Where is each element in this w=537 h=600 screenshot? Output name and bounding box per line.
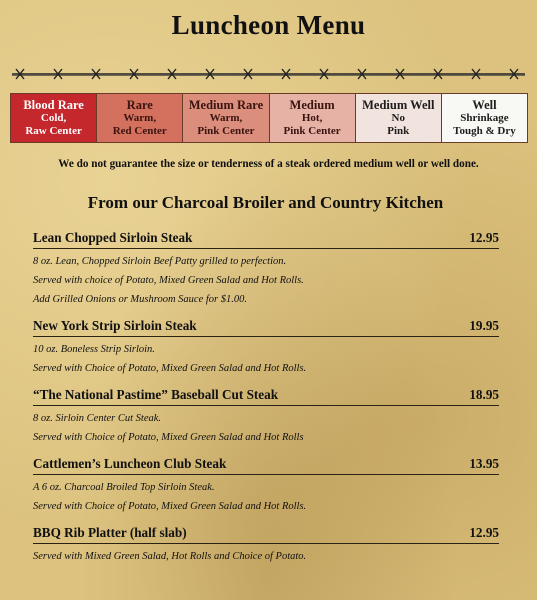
doneness-description: Tough & Dry bbox=[453, 125, 516, 137]
menu-item-price: 18.95 bbox=[469, 387, 499, 402]
menu-item bbox=[33, 230, 499, 309]
menu-item-description bbox=[33, 478, 499, 516]
doneness-description: Pink Center bbox=[283, 125, 341, 137]
menu-item-description bbox=[33, 252, 499, 309]
menu-item-description-line: 10 oz. Boneless Strip Sirloin. bbox=[33, 344, 155, 355]
menu-item-description bbox=[33, 340, 499, 378]
doneness-cell bbox=[183, 94, 269, 142]
menu-item-description-line: Served with Choice of Potato, Mixed Green Salad and Hot Rolls. bbox=[33, 501, 307, 512]
doneness-description: Red Center bbox=[112, 125, 167, 137]
doneness-cell bbox=[97, 94, 183, 142]
menu-item-description-line: 8 oz. Sirloin Center Cut Steak. bbox=[33, 413, 162, 424]
menu-item-description-line: A 6 oz. Charcoal Broiled Top Sirloin Steak. bbox=[33, 482, 215, 493]
menu-items-list bbox=[33, 230, 499, 575]
doneness-disclaimer: We do not guarantee the size or tenderness of a steak ordered medium well or well done. bbox=[58, 158, 479, 170]
page-title: Luncheon Menu bbox=[171, 10, 366, 40]
steak-doneness-chart bbox=[10, 93, 528, 143]
menu-item-description-line: Served with Choice of Potato, Mixed Green Salad and Hot Rolls bbox=[33, 432, 304, 443]
menu-item bbox=[33, 456, 499, 516]
menu-item-name: “The National Pastime” Baseball Cut Steak bbox=[33, 387, 279, 402]
menu-item bbox=[33, 525, 499, 566]
menu-item-description bbox=[33, 409, 499, 447]
menu-item-description-line: Add Grilled Onions or Mushroom Sauce for $1.00. bbox=[33, 294, 247, 305]
menu-item-header bbox=[33, 230, 499, 249]
doneness-name: Medium Rare bbox=[188, 98, 264, 112]
doneness-description: Raw Center bbox=[25, 125, 82, 137]
doneness-description: Hot, bbox=[301, 112, 323, 124]
menu-item-price: 12.95 bbox=[469, 525, 499, 540]
doneness-name: Medium Well bbox=[362, 98, 435, 112]
menu-item-header bbox=[33, 387, 499, 406]
menu-item-price: 19.95 bbox=[469, 318, 499, 333]
doneness-description: Warm, bbox=[209, 112, 243, 124]
menu-item-header bbox=[33, 318, 499, 337]
menu-item-description-line: 8 oz. Lean, Chopped Sirloin Beef Patty grilled to perfection. bbox=[33, 256, 287, 267]
menu-item-name: Lean Chopped Sirloin Steak bbox=[33, 230, 193, 245]
doneness-name: Rare bbox=[126, 98, 153, 112]
doneness-description: Cold, bbox=[40, 112, 67, 124]
doneness-cell bbox=[11, 94, 97, 142]
menu-item-name: New York Strip Sirloin Steak bbox=[33, 318, 197, 333]
doneness-description: No bbox=[391, 112, 405, 124]
doneness-cell bbox=[356, 94, 442, 142]
menu-item bbox=[33, 318, 499, 378]
doneness-description: Warm, bbox=[123, 112, 157, 124]
doneness-cell bbox=[442, 94, 527, 142]
menu-item-header bbox=[33, 525, 499, 544]
menu-item-description-line: Served with Mixed Green Salad, Hot Rolls and Choice of Potato. bbox=[33, 551, 307, 562]
menu-item-price: 13.95 bbox=[469, 456, 499, 471]
menu-item-description-line: Served with Choice of Potato, Mixed Green Salad and Hot Rolls. bbox=[33, 363, 307, 374]
doneness-name: Blood Rare bbox=[23, 98, 84, 112]
doneness-cell bbox=[270, 94, 356, 142]
section-title: From our Charcoal Broiler and Country Kitchen bbox=[87, 193, 444, 212]
doneness-description: Shrinkage bbox=[460, 112, 509, 124]
doneness-description: Pink bbox=[387, 125, 410, 137]
menu-item-name: Cattlemen’s Luncheon Club Steak bbox=[33, 456, 227, 471]
barbed-wire-divider bbox=[12, 64, 525, 84]
menu-item-description bbox=[33, 547, 499, 566]
menu-item-name: BBQ Rib Platter (half slab) bbox=[33, 525, 187, 540]
menu-item-price: 12.95 bbox=[469, 230, 499, 245]
doneness-name: Well bbox=[472, 98, 497, 112]
menu-item-header bbox=[33, 456, 499, 475]
doneness-name: Medium bbox=[289, 98, 335, 112]
menu-item-description-line: Served with choice of Potato, Mixed Green Salad and Hot Rolls. bbox=[33, 275, 304, 286]
menu-item bbox=[33, 387, 499, 447]
doneness-description: Pink Center bbox=[197, 125, 255, 137]
